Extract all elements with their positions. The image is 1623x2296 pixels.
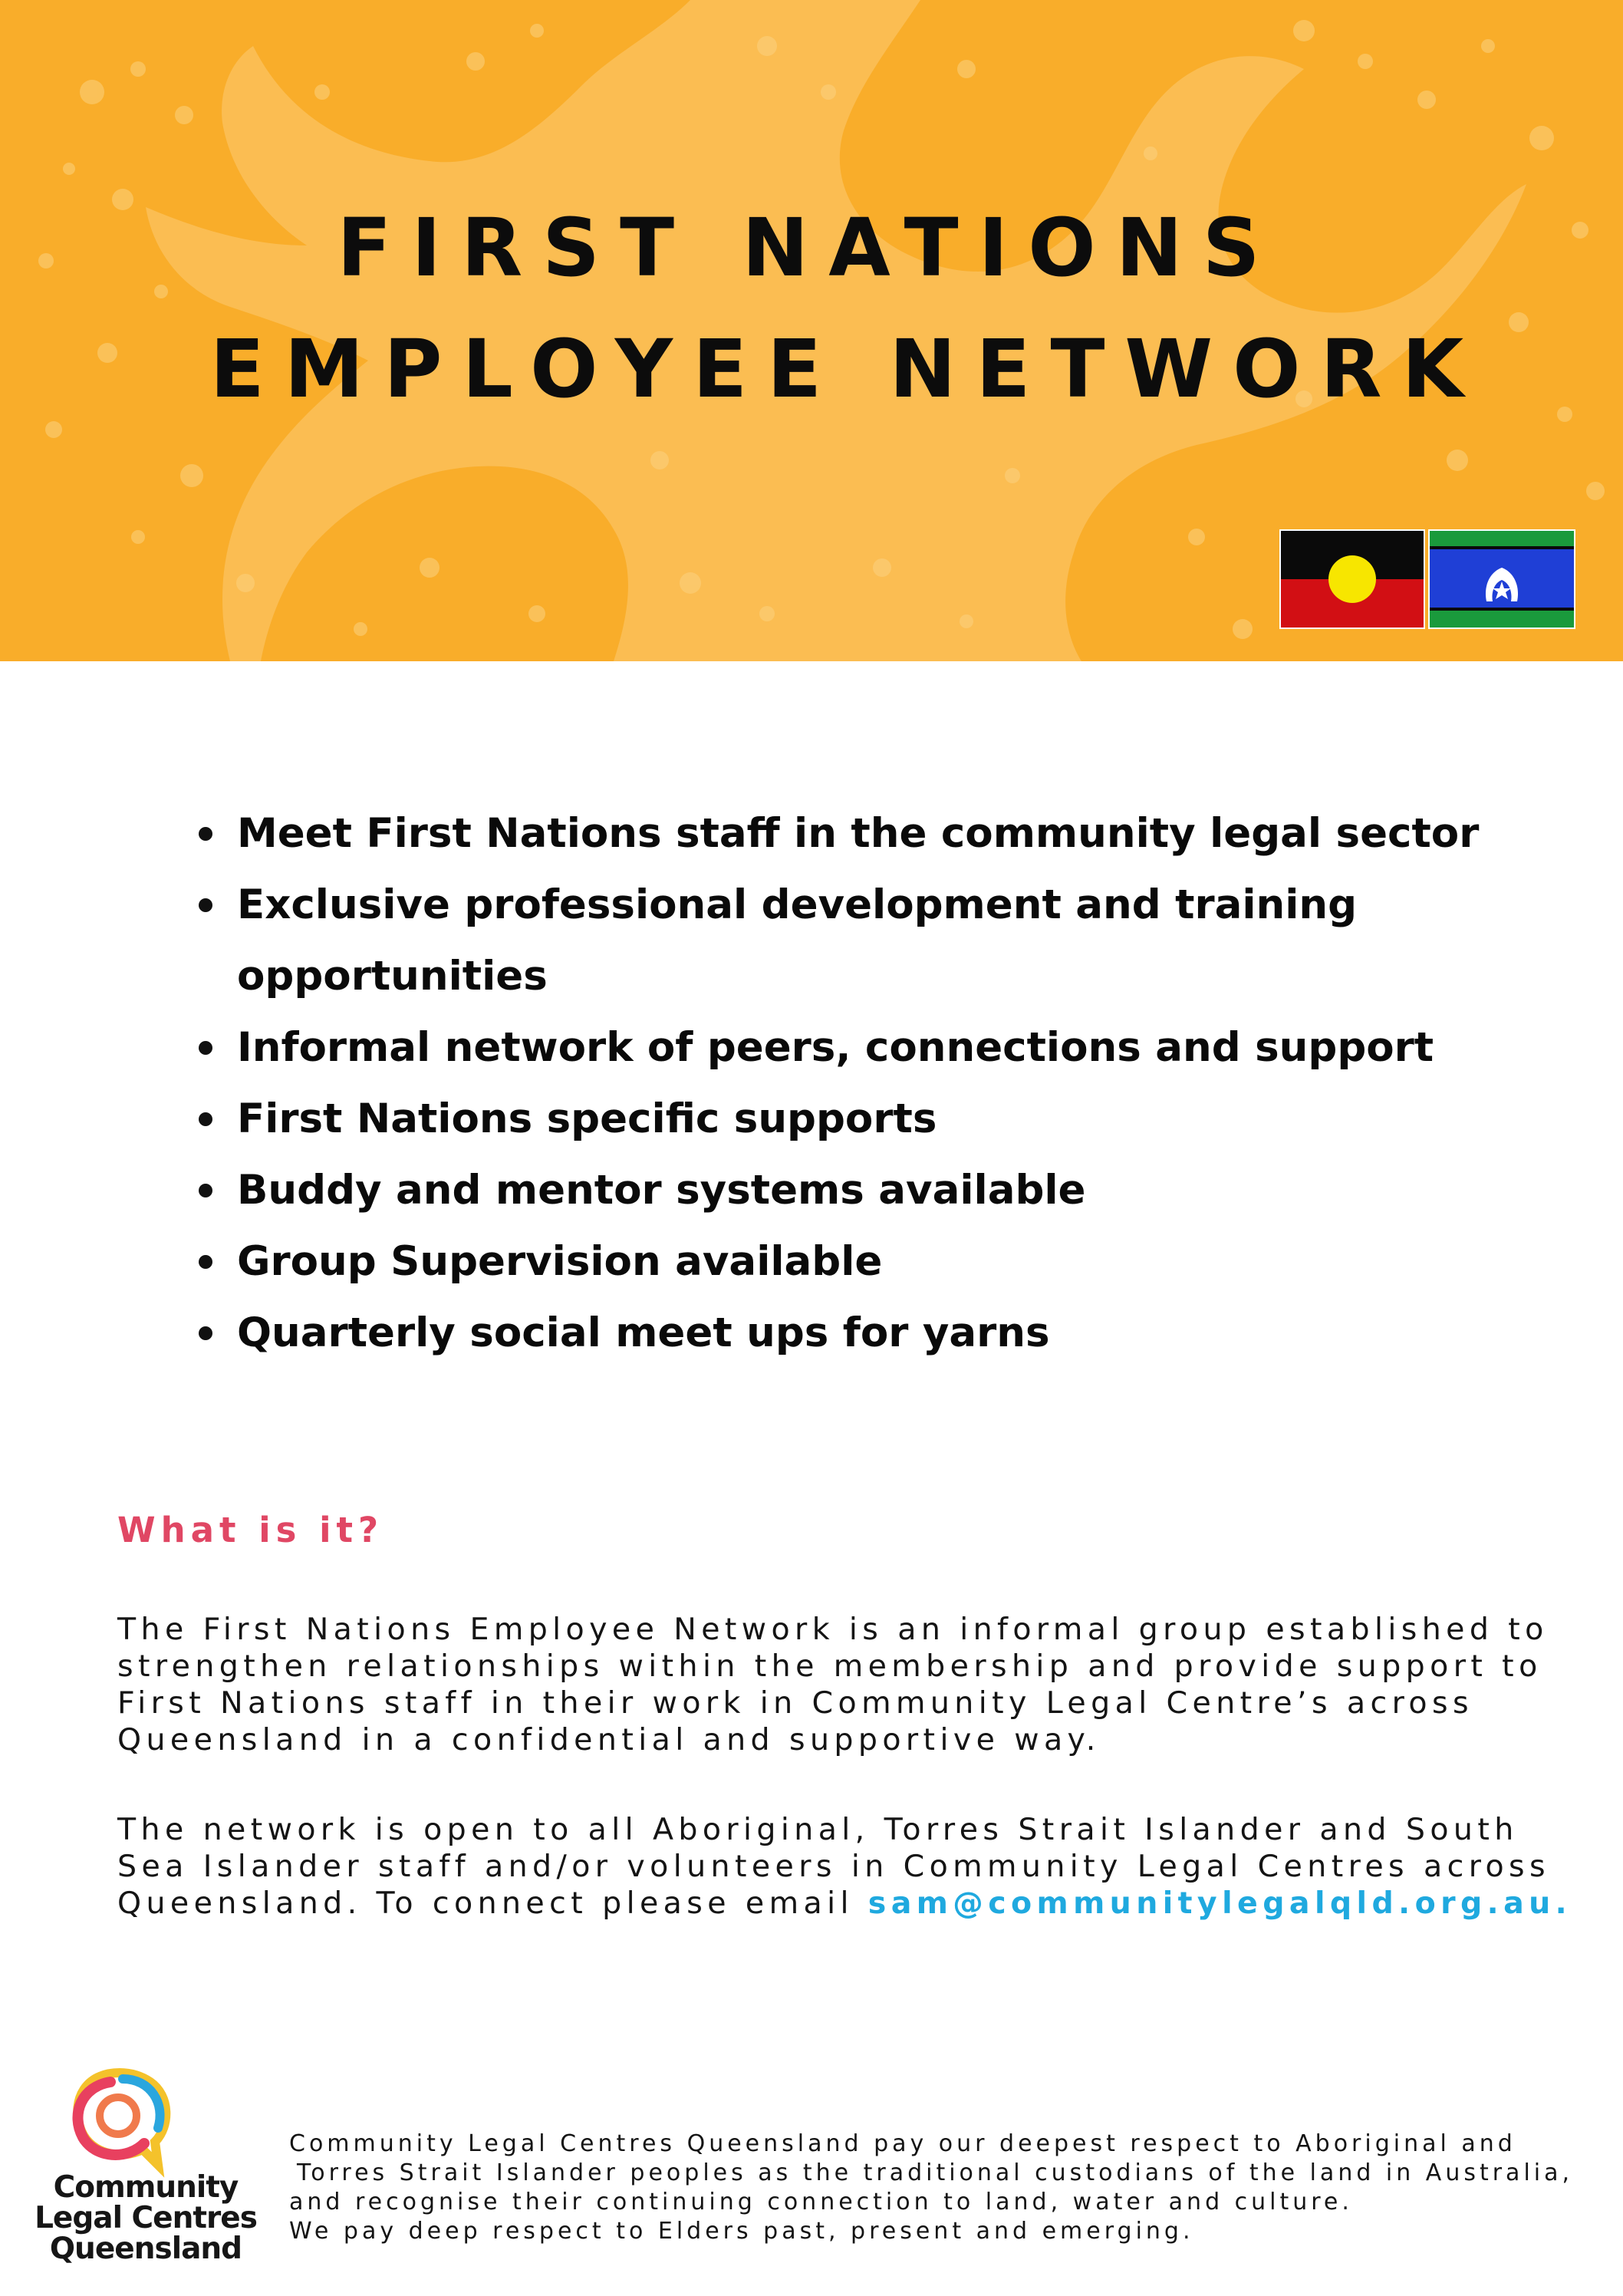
benefit-item: Buddy and mentor systems available xyxy=(196,1155,1576,1226)
ack-line-2: Torres Strait Islander peoples as the traditional custodians of the land in Australia, xyxy=(297,2159,1574,2186)
clcq-logo-icon xyxy=(43,2065,196,2180)
title-line-2: EMPLOYEE NETWORK xyxy=(209,322,1484,416)
benefit-item: Meet First Nations staff in the community legal sector xyxy=(196,798,1576,869)
flags-group xyxy=(1278,528,1577,631)
logo-line-3: Queensland xyxy=(49,2232,242,2266)
benefit-item: Informal network of peers, connections and support xyxy=(196,1012,1576,1083)
acknowledgement-of-country xyxy=(289,2130,1608,2246)
benefit-item: Exclusive professional development and training opportunities xyxy=(196,869,1480,1012)
about-paragraph-2 xyxy=(117,1811,1575,1922)
section-heading-what-is-it: What is it? xyxy=(117,1510,384,1550)
ack-line-3: and recognise their continuing connection to land, water and culture. xyxy=(289,2189,1353,2215)
ack-line-4: We pay deep respect to Elders past, present and emerging. xyxy=(289,2218,1194,2245)
clcq-logo-wordmark xyxy=(31,2172,261,2265)
aboriginal-flag-icon xyxy=(1279,529,1425,629)
ack-line-1: Community Legal Centres Queensland pay our deepest respect to Aboriginal and xyxy=(289,2130,1516,2157)
benefit-item: Quarterly social meet ups for yarns xyxy=(196,1297,1576,1369)
logo-line-2: Legal Centres xyxy=(35,2201,257,2235)
benefits-list xyxy=(196,798,1576,1369)
benefit-item: First Nations specific supports xyxy=(196,1083,1576,1155)
torres-strait-islander-flag-icon xyxy=(1428,529,1575,629)
logo-line-1: Community xyxy=(53,2170,239,2205)
title-line-1: FIRST NATIONS xyxy=(337,201,1280,295)
benefit-item: Group Supervision available xyxy=(196,1226,1576,1297)
about-paragraph-1: The First Nations Employee Network is an informal group established to strengthen relationships within the membership and provide support to First Nations staff in their work in Community Legal Centre’s across Queensland in a confidential and supportive way. xyxy=(117,1612,1549,1757)
about-paragraph-2-text: The network is open to all Aboriginal, Torres Strait Islander and South Sea Islander staff and/or volunteers in Community Legal Centres across Queensland. To connect please email xyxy=(117,1812,1551,1921)
contact-email-link[interactable]: sam@communitylegalqld.org.au. xyxy=(867,1886,1572,1921)
header-banner xyxy=(0,0,1623,661)
